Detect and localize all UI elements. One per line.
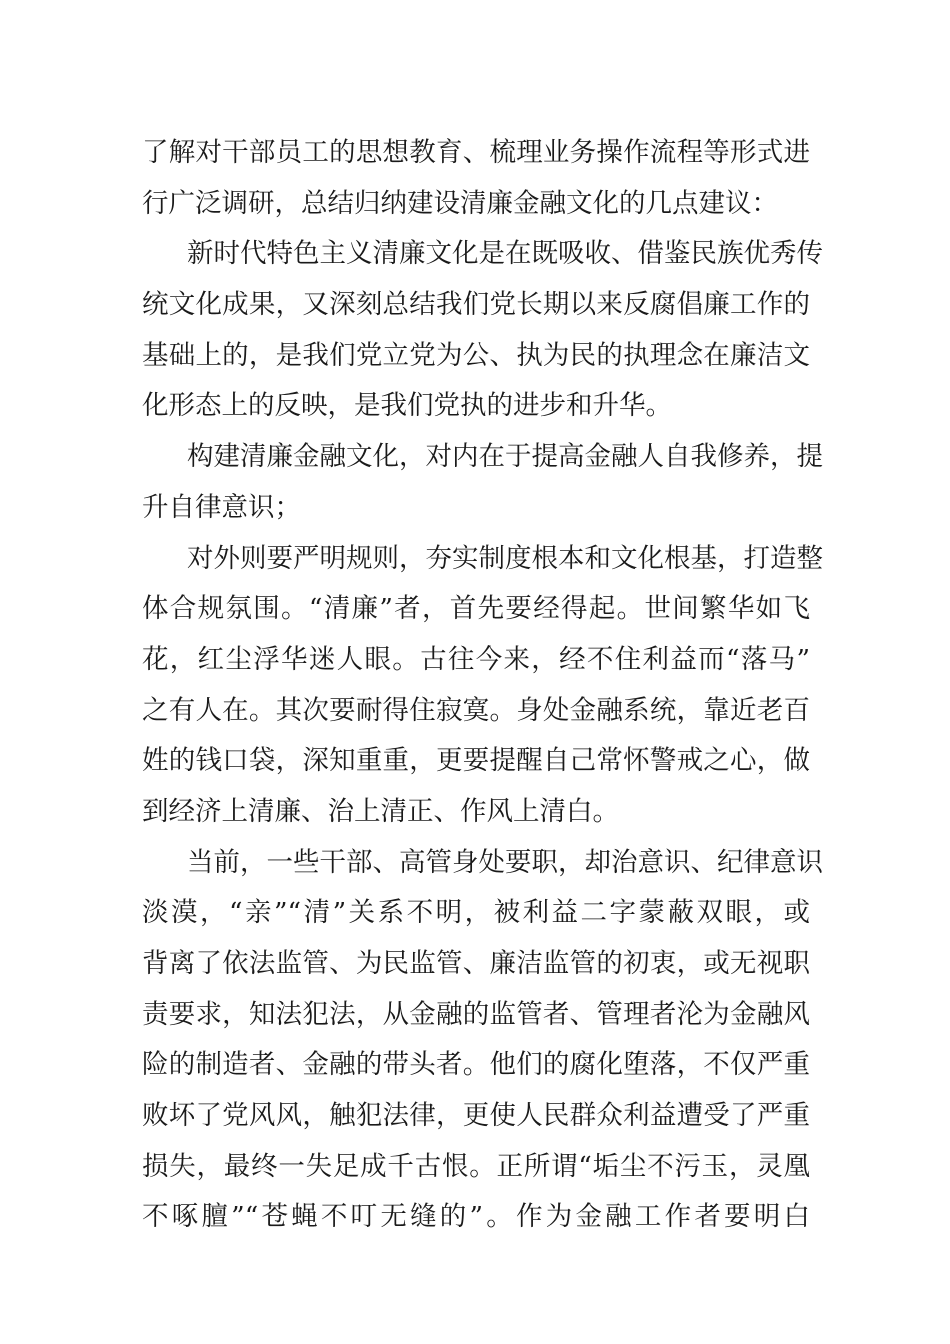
text-line: 损失，最终一失足成千古恨。正所谓“垢尘不污玉，灵凰 xyxy=(142,1150,810,1182)
text-line: 升自律意识； xyxy=(142,491,301,523)
text-line: 责要求，知法犯法，从金融的监管者、管理者沦为金融风 xyxy=(142,998,810,1030)
text-line: 当前，一些干部、高管身处要职，却治意识、纪律意识 xyxy=(187,846,823,878)
text-line: 行广泛调研，总结归纳建设清廉金融文化的几点建议： xyxy=(142,187,778,219)
text-line: 体合规氛围。“清廉”者，首先要经得起。世间繁华如飞 xyxy=(142,593,810,625)
text-line: 不啄膻”“苍蝇不叮无缝的”。作为金融工作者要明白 xyxy=(142,1201,810,1233)
text-line: 险的制造者、金融的带头者。他们的腐化堕落，不仅严重 xyxy=(142,1049,810,1081)
text-line: 基础上的，是我们党立党为公、执为民的执理念在廉洁文 xyxy=(142,339,810,371)
text-line: 新时代特色主义清廉文化是在既吸收、借鉴民族优秀传 xyxy=(187,238,823,270)
text-line: 姓的钱口袋，深知重重，更要提醒自己常怀警戒之心，做 xyxy=(142,745,810,777)
text-line: 统文化成果，又深刻总结我们党长期以来反腐倡廉工作的 xyxy=(142,289,810,321)
text-line: 花，红尘浮华迷人眼。古往今来，经不住利益而“落马” xyxy=(142,643,810,675)
body-text xyxy=(142,128,823,1243)
text-line: 化形态上的反映，是我们党执的进步和升华。 xyxy=(142,390,672,422)
text-line: 之有人在。其次要耐得住寂寞。身处金融系统，靠近老百 xyxy=(142,694,810,726)
text-line: 到经济上清廉、治上清正、作风上清白。 xyxy=(142,795,619,827)
text-line: 了解对干部员工的思想教育、梳理业务操作流程等形式进 xyxy=(142,137,810,168)
text-line: 淡漠，“亲”“清”关系不明，被利益二字蒙蔽双眼，或 xyxy=(142,897,810,929)
text-line: 背离了依法监管、为民监管、廉洁监管的初衷，或无视职 xyxy=(142,948,810,979)
text-line: 构建清廉金融文化，对内在于提高金融人自我修养，提 xyxy=(187,441,823,473)
text-line: 对外则要严明规则，夯实制度根本和文化根基，打造整 xyxy=(187,542,823,574)
text-line: 败坏了党风风，触犯法律，更使人民群众利益遭受了严重 xyxy=(142,1100,810,1132)
